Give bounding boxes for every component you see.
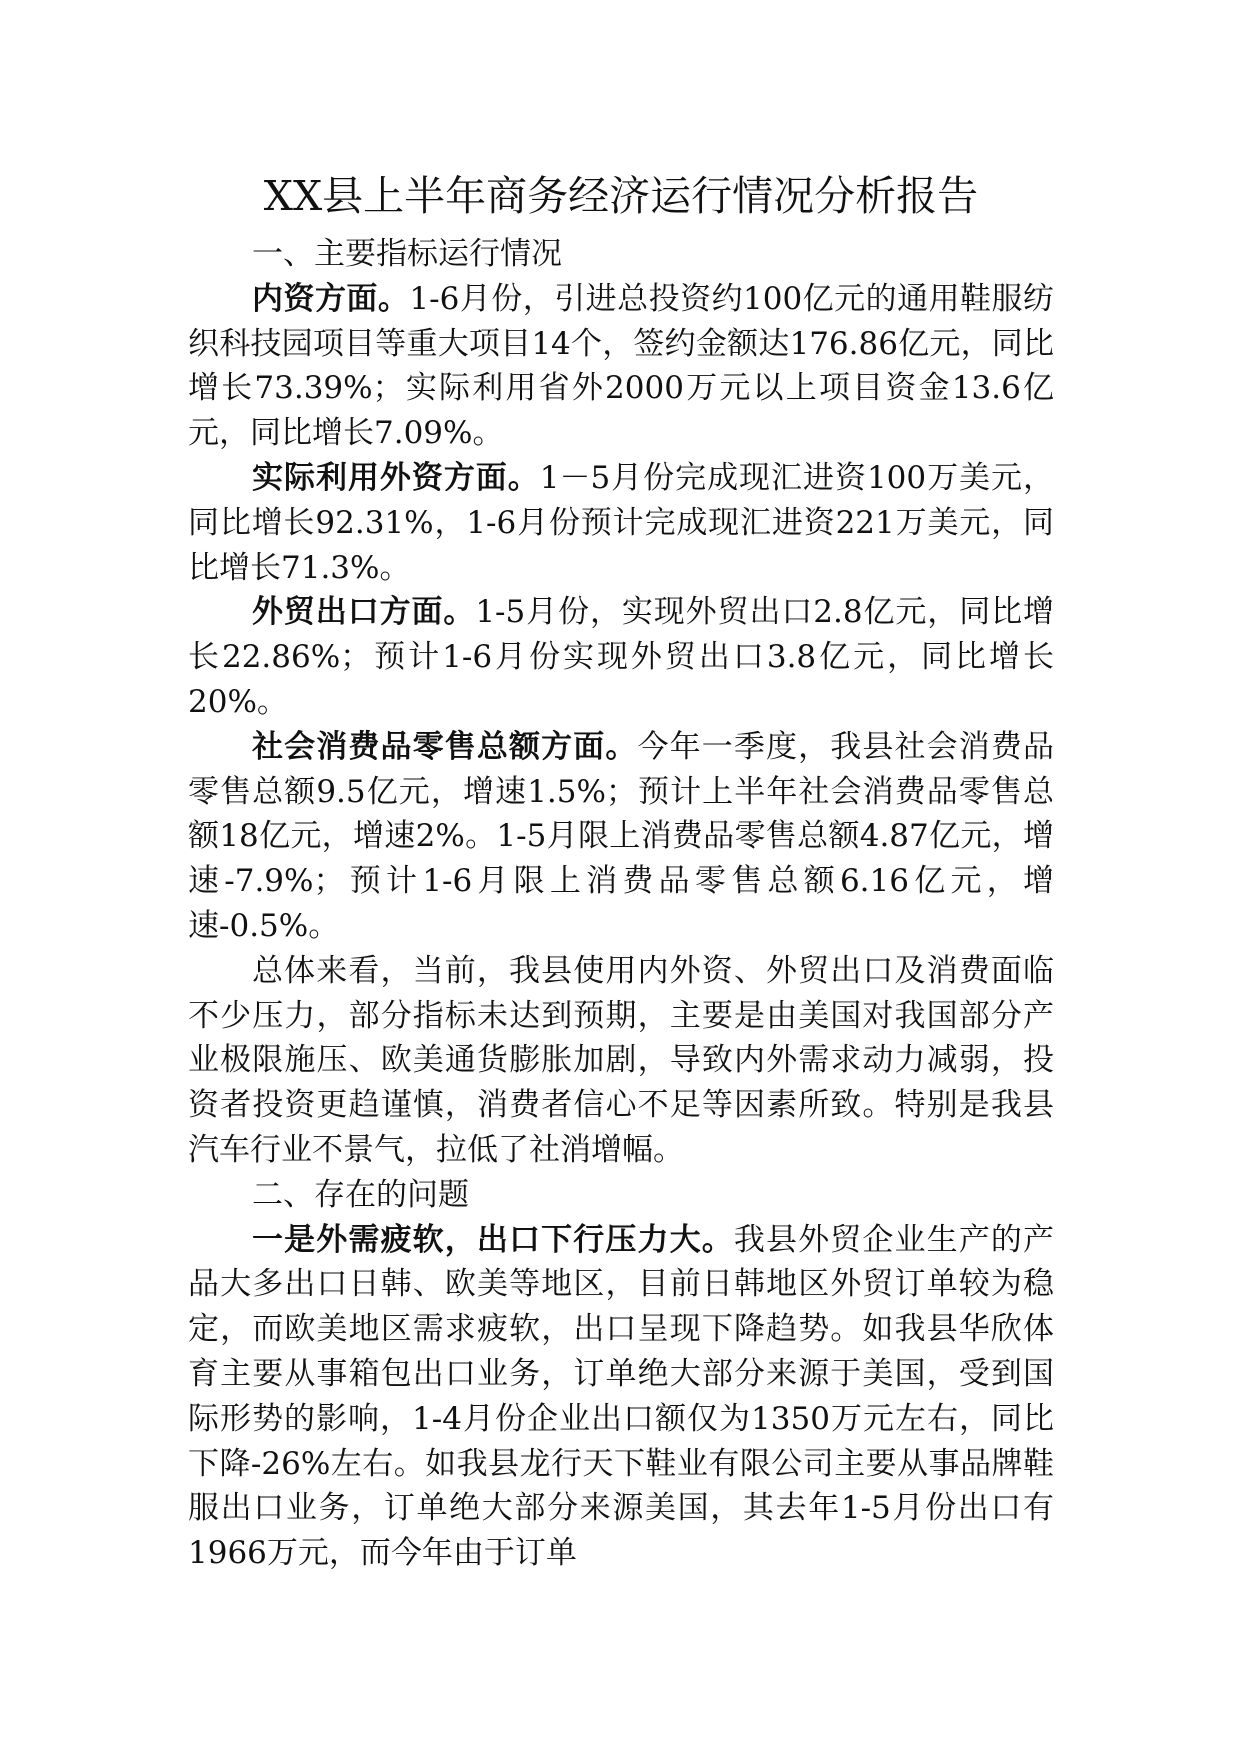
paragraph-retail-sales [188, 725, 1054, 949]
section-heading-1: 一、主要指标运行情况 [252, 236, 562, 272]
paragraph-text: 今年一季度，我县社会消费品零售总额9.5亿元，增速1.5%；预计上半年社会消费品零售总额18亿元，增速2%。1-5月限上消费品零售总额4.87亿元，增速-7.9%；预计1-6月限上消费品零售总额6.16亿元，增速-0.5%。 [188, 728, 1054, 944]
paragraph-lead: 外贸出口方面。 [252, 594, 476, 631]
paragraph-text: 1-6月份，引进总投资约100亿元的通用鞋服纺织科技园项目等重大项目14个，签约金额达176.86亿元，同比增长73.39%；实际利用省外2000万元以上项目资金13.6亿元，同比增长7.09%。 [188, 280, 1054, 452]
paragraph-weak-external-demand [188, 1218, 1054, 1576]
paragraph-foreign-investment [188, 456, 1054, 590]
paragraph-foreign-trade-export [188, 590, 1054, 724]
paragraph-lead: 社会消费品零售总额方面。 [252, 728, 638, 765]
paragraph-text: 我县外贸企业生产的产品大多出口日韩、欧美等地区，目前日韩地区外贸订单较为稳定，而欧美地区需求疲软，出口呈现下降趋势。如我县华欣体育主要从事箱包出口业务，订单绝大部分来源于美国，受到国际形势的影响，1-4月份企业出口额仅为1350万元左右，同比下降-26%左右。如我县龙行天下鞋业有限公司主要从事品牌鞋服出口业务，订单绝大部分来源美国，其去年1-5月份出口有1966万元，而今年由于订单 [188, 1221, 1054, 1572]
document-page [188, 168, 1054, 1576]
paragraph-lead: 内资方面。 [252, 280, 410, 317]
paragraph-lead: 一是外需疲软，出口下行压力大。 [252, 1221, 734, 1258]
paragraph-text: 总体来看，当前，我县使用内外资、外贸出口及消费面临不少压力，部分指标未达到预期，主要是由美国对我国部分产业极限施压、欧美通货膨胀加剧，导致内外需求动力减弱，投资者投资更趋谨慎，消费者信心不足等因素所致。特别是我县汽车行业不景气，拉低了社消增幅。 [188, 952, 1054, 1168]
paragraph-overall-summary [188, 949, 1054, 1173]
paragraph-lead: 实际利用外资方面。 [252, 459, 540, 496]
section-heading-2: 二、存在的问题 [252, 1176, 469, 1213]
document-title: XX县上半年商务经济运行情况分析报告 [263, 172, 979, 220]
paragraph-text: 1－5月份完成现汇进资100万美元，同比增长92.31%，1-6月份预计完成现汇进资221万美元，同比增长71.3%。 [188, 459, 1054, 586]
paragraph-domestic-investment [188, 277, 1054, 456]
paragraph-text: 1-5月份，实现外贸出口2.8亿元，同比增长22.86%；预计1-6月份实现外贸出口3.8亿元，同比增长20%。 [188, 594, 1054, 720]
